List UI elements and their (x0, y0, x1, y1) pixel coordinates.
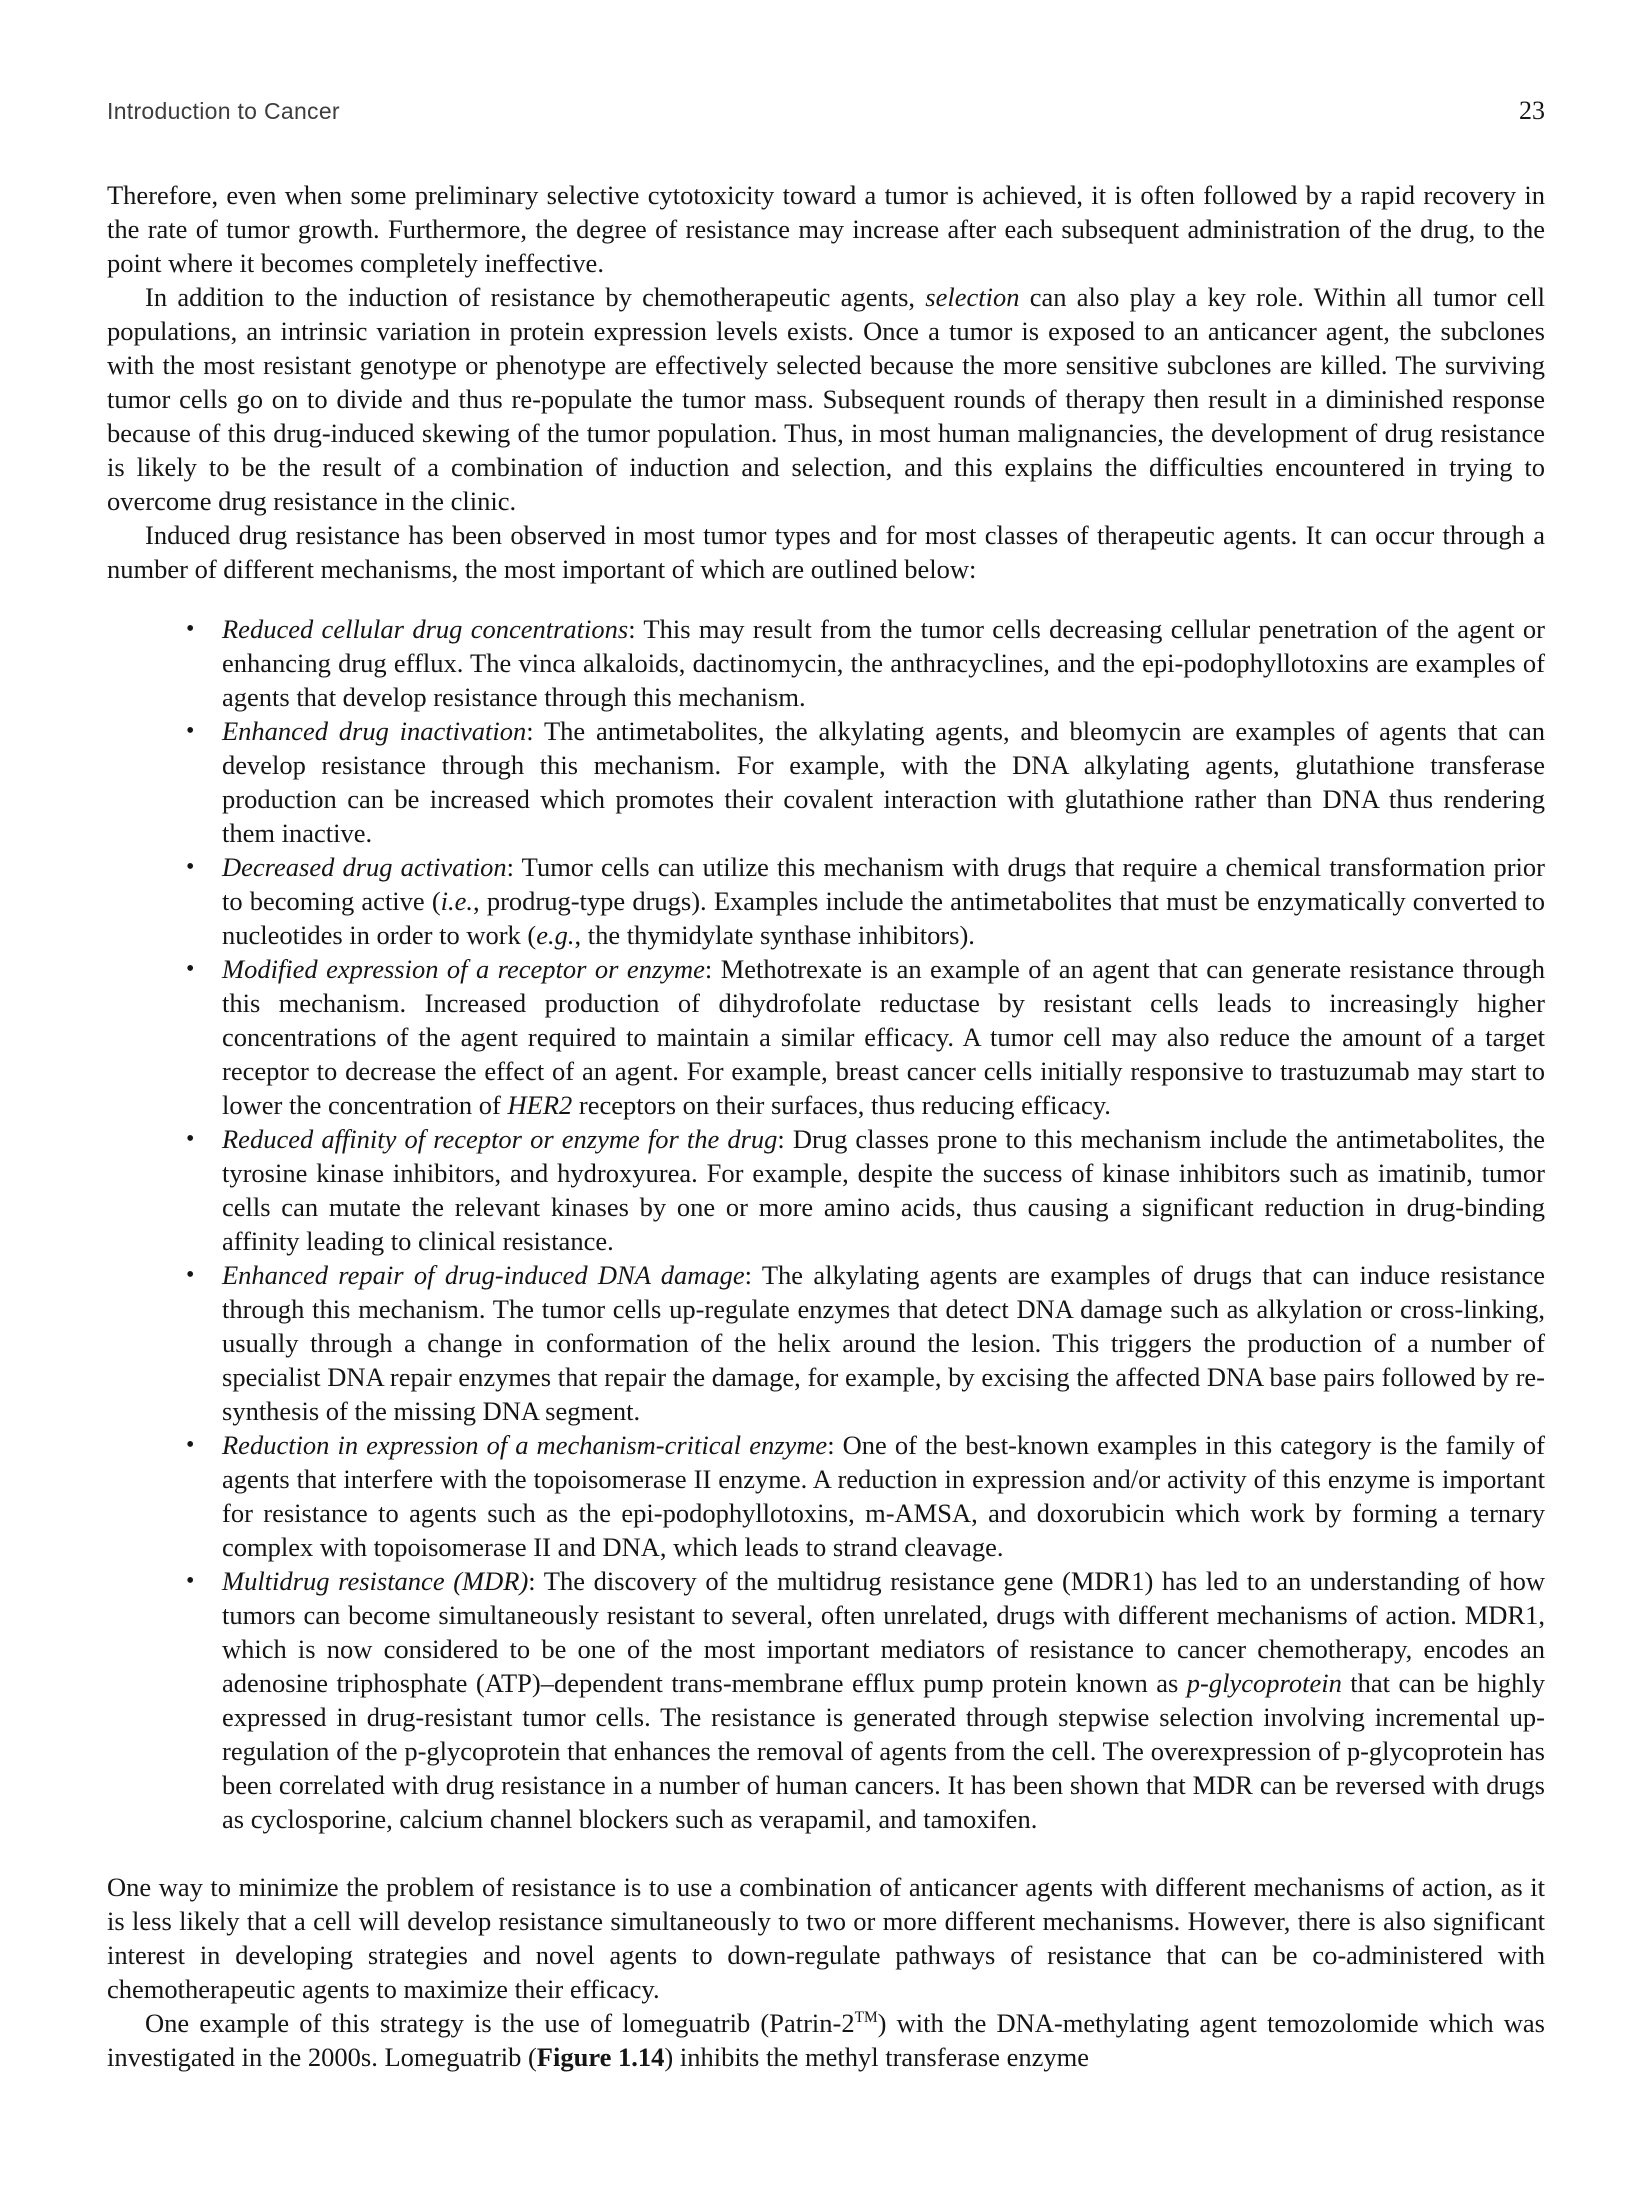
text-run: ) with the DNA-methylating agent temozolomide which was investigated in the 2000s. Lomeguatrib ( (107, 2008, 1545, 2072)
paragraph (107, 2006, 1545, 2074)
text-run: ) inhibits the methyl transferase enzyme (664, 2042, 1089, 2072)
list-item (186, 1258, 1545, 1428)
bullet-icon: • (186, 718, 195, 744)
text-run: One example of this strategy is the use of lomeguatrib (Patrin-2 (145, 2008, 855, 2038)
text-run: HER2 (507, 1090, 573, 1120)
bullet-icon: • (186, 1432, 195, 1458)
bullet-icon: • (186, 956, 195, 982)
text-run: Decreased drug activation (222, 852, 507, 882)
text-run: : The alkylating agents are examples of drugs that can induce resistance through this mechanism. The tumor cells up-regulate enzymes that detect DNA damage such as alkylation or cross-linking, usually through a change in conformation of the helix around the lesion. This triggers the production of a number of specialist DNA repair enzymes that repair the damage, for example, by excising the affected DNA base pairs followed by re-synthesis of the missing DNA segment. (222, 1260, 1545, 1426)
list-item (186, 1564, 1545, 1836)
text-run: that can be highly expressed in drug-resistant tumor cells. The resistance is generated through stepwise selection involving incremental up-regulation of the p-glycoprotein that enhances the removal of agents from the cell. The overexpression of p-glycoprotein has been correlated with drug resistance in a number of human cancers. It has been shown that MDR can be reversed with drugs as cyclosporine, calcium channel blockers such as verapamil, and tamoxifen. (222, 1668, 1545, 1834)
text-run: Multidrug resistance (MDR) (222, 1566, 529, 1596)
paragraph (107, 178, 1545, 280)
text-run: In addition to the induction of resistance by chemotherapeutic agents, (145, 282, 926, 312)
paragraph (107, 280, 1545, 518)
text-run: selection (925, 282, 1020, 312)
paragraph (107, 518, 1545, 586)
text-run: : Drug classes prone to this mechanism include the antimetabolites, the tyrosine kinase inhibitors, and hydroxyurea. For example, despite the success of kinase inhibitors such as imatinib, tumor cells can mutate the relevant kinases by one or more amino acids, thus causing a significant reduction in drug-binding affinity leading to clinical resistance. (222, 1124, 1545, 1256)
text-run: Figure 1.14 (536, 2042, 665, 2072)
text-run: Enhanced drug inactivation (222, 716, 527, 746)
text-run: : The antimetabolites, the alkylating agents, and bleomycin are examples of agents that can develop resistance through this mechanism. For example, with the DNA alkylating agents, glutathione transferase production can be increased which promotes their covalent interaction with glutathione rather than DNA thus rendering them inactive. (222, 716, 1545, 848)
page-number: 23 (1519, 96, 1545, 125)
bullet-icon: • (186, 854, 195, 880)
article-body (107, 178, 1545, 2074)
list-item (186, 1428, 1545, 1564)
text-run: Enhanced repair of drug-induced DNA damage (222, 1260, 745, 1290)
text-run: : Tumor cells can utilize this mechanism with drugs that require a chemical transformation prior to becoming active ( (222, 852, 1545, 916)
text-run: Therefore, even when some preliminary selective cytotoxicity toward a tumor is achieved, it is often followed by a rapid recovery in the rate of tumor growth. Furthermore, the degree of resistance may increase after each subsequent administration of the drug, to the point where it becomes completely ineffective. (107, 180, 1545, 278)
bullet-icon: • (186, 1568, 195, 1594)
text-run: : This may result from the tumor cells decreasing cellular penetration of the agent or enhancing drug efflux. The vinca alkaloids, dactinomycin, the anthracyclines, and the epi-podophyllotoxins are examples of agents that develop resistance through this mechanism. (222, 614, 1545, 712)
text-run: Reduced affinity of receptor or enzyme for the drug (222, 1124, 778, 1154)
list-item (186, 714, 1545, 850)
list-item (186, 1122, 1545, 1258)
page-header (107, 96, 1545, 126)
bullet-icon: • (186, 616, 195, 642)
text-run: One way to minimize the problem of resistance is to use a combination of anticancer agents with different mechanisms of action, as it is less likely that a cell will develop resistance simultaneously to two or more different mechanisms. However, there is also significant interest in developing strategies and novel agents to down-regulate pathways of resistance that can be co-administered with chemotherapeutic agents to maximize their efficacy. (107, 1872, 1545, 2004)
list-item (186, 850, 1545, 952)
text-run: e.g. (536, 920, 575, 950)
text-run: Reduced cellular drug concentrations (222, 614, 629, 644)
text-run: Induced drug resistance has been observed in most tumor types and for most classes of therapeutic agents. It can occur through a number of different mechanisms, the most important of which are outlined below: (107, 520, 1545, 584)
text-run: , the thymidylate synthase inhibitors). (574, 920, 975, 950)
text-run: p-glycoprotein (1186, 1668, 1342, 1698)
text-run: : One of the best-known examples in this category is the family of agents that interfere with the topoisomerase II enzyme. A reduction in expression and/or activity of this enzyme is important for resistance to agents such as the epi-podophyllotoxins, m-AMSA, and doxorubicin which work by forming a ternary complex with topoisomerase II and DNA, which leads to strand cleavage. (222, 1430, 1545, 1562)
text-run: Modified expression of a receptor or enzyme (222, 954, 705, 984)
list-item (186, 612, 1545, 714)
text-run: : Methotrexate is an example of an agent that can generate resistance through this mechanism. Increased production of dihydrofolate reductase by resistant cells leads to increasingly higher concentrations of the agent required to maintain a similar efficacy. A tumor cell may also reduce the amount of a target receptor to decrease the effect of an agent. For example, breast cancer cells initially responsive to trastuzumab may start to lower the concentration of (222, 954, 1545, 1120)
text-run: : The discovery of the multidrug resistance gene (MDR1) has led to an understanding of how tumors can become simultaneously resistant to several, often unrelated, drugs with different mechanisms of action. MDR1, which is now considered to be one of the most important mediators of resistance to cancer chemotherapy, encodes an adenosine triphosphate (ATP)–dependent trans-membrane efflux pump protein known as (222, 1566, 1545, 1698)
paragraph (107, 1870, 1545, 2006)
text-run: TM (854, 2009, 878, 2027)
running-header-title: Introduction to Cancer (107, 98, 340, 124)
text-run: can also play a key role. Within all tumor cell populations, an intrinsic variation in protein expression levels exists. Once a tumor is exposed to an anticancer agent, the subclones with the most resistant genotype or phenotype are effectively selected because the more sensitive subclones are killed. The surviving tumor cells go on to divide and thus re-populate the tumor mass. Subsequent rounds of therapy then result in a diminished response because of this drug-induced skewing of the tumor population. Thus, in most human malignancies, the development of drug resistance is likely to be the result of a combination of induction and selection, and this explains the difficulties encountered in trying to overcome drug resistance in the clinic. (107, 282, 1546, 516)
text-run: receptors on their surfaces, thus reducing efficacy. (572, 1090, 1111, 1120)
bullet-icon: • (186, 1126, 195, 1152)
resistance-mechanisms-list (107, 612, 1545, 1836)
list-item (186, 952, 1545, 1122)
bullet-icon: • (186, 1262, 195, 1288)
text-run: Reduction in expression of a mechanism-critical enzyme (222, 1430, 828, 1460)
text-run: i.e. (440, 886, 474, 916)
text-run: , prodrug-type drugs). Examples include the antimetabolites that must be enzymatically converted to nucleotides in order to work ( (222, 886, 1545, 950)
